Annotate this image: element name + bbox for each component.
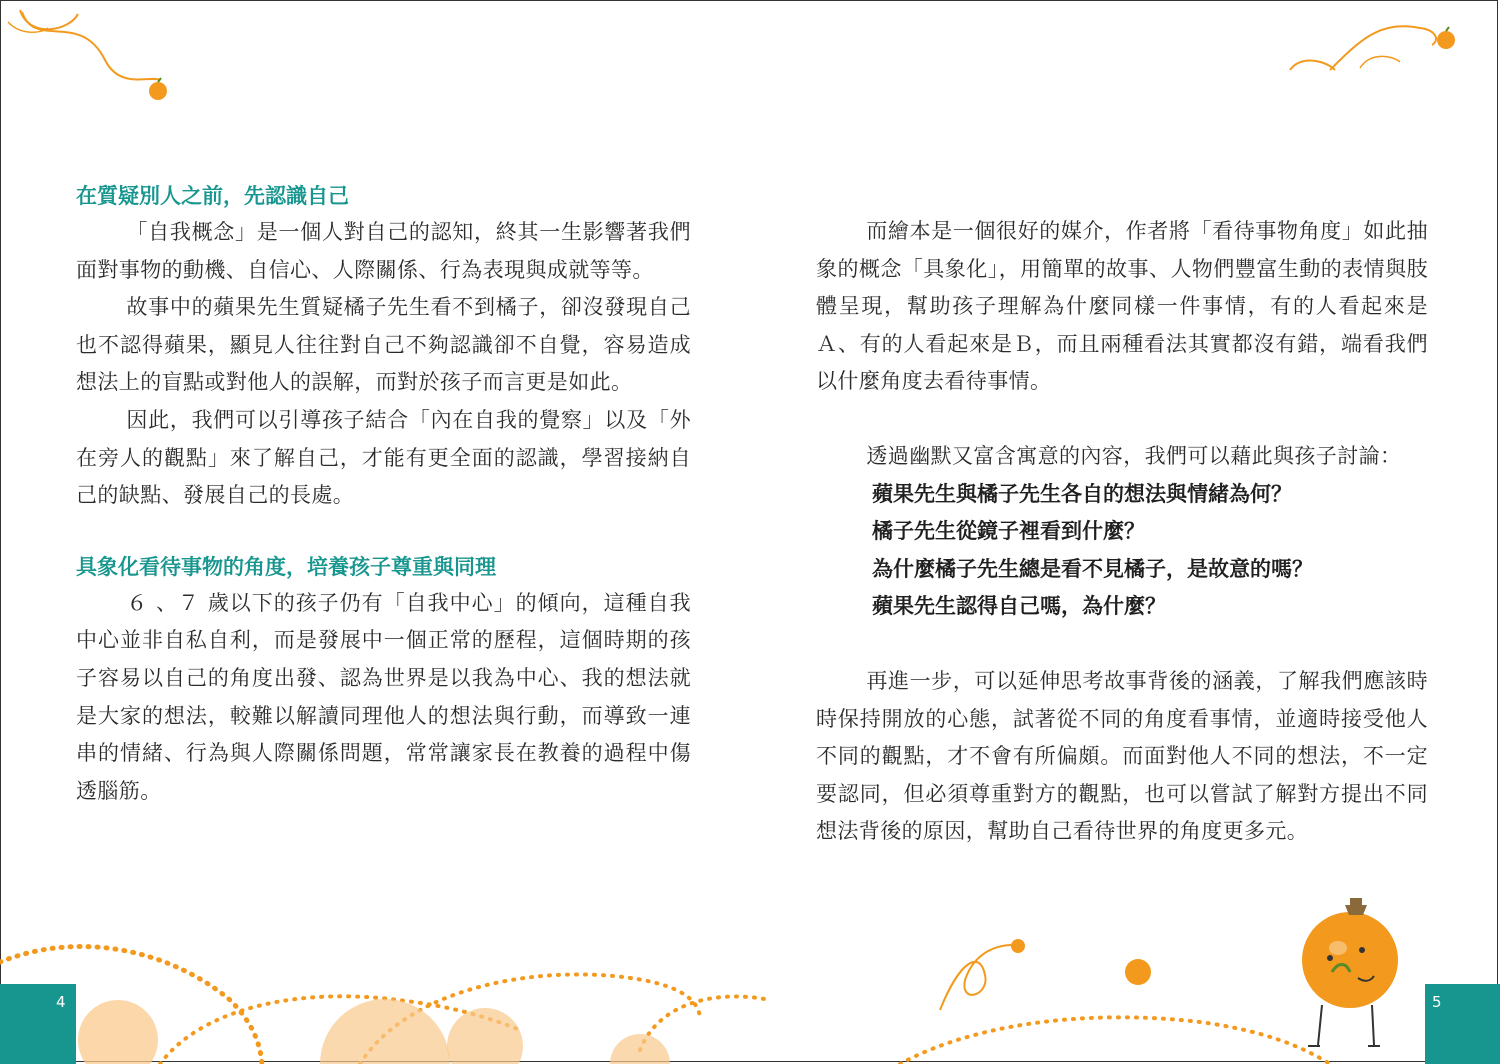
page-number-right: 5: [1432, 993, 1442, 1011]
discussion-question: 橘子先生從鏡子裡看到什麼？: [872, 519, 1145, 544]
discussion-question: 蘋果先生認得自己嗎，為什麼？: [872, 594, 1166, 619]
paragraph: 而繪本是一個很好的媒介，作者將「看待事物角度」如此抽象的概念「具象化」，用簡單的故事、人物們豐富生動的表情與肢體呈現，幫助孩子理解為什麼同樣一件事情，有的人看起來是Ａ、有的人看起來是Ｂ，而且兩種看法其實都沒有錯，端看我們以什麼角度去看待事情。: [816, 219, 1428, 394]
bubble-2: [320, 999, 450, 1064]
paragraph: ６ 、７ 歲以下的孩子仍有「自我中心」的傾向，這種自我中心並非自私自利，而是發展中一個正常的歷程，這個時期的孩子容易以自己的角度出發、認為世界是以我為中心、我的想法就是大家的想法，較難以解讀同理他人的想法與行動，而導致一連串的情緒、行為與人際關係問題，常常讓家長在教養的過程中傷透腦筋。: [76, 590, 691, 803]
paragraph: 故事中的蘋果先生質疑橘子先生看不到橘子，卻沒發現自己也不認得蘋果，顯見人往往對自己不夠認識卻不自覺，容易造成想法上的盲點或對他人的誤解，而對於孩子而言更是如此。: [76, 295, 691, 395]
swirl-bottom-right: [940, 945, 1012, 1010]
page-number-left: 4: [56, 993, 66, 1011]
left-column: [76, 178, 691, 810]
dotted-arc-4: [900, 1017, 1330, 1064]
bubble-1: [78, 1000, 158, 1064]
section-heading-self-awareness: 在質疑別人之前，先認識自己: [76, 184, 349, 208]
orange-small-bottom-2: [1125, 959, 1151, 985]
orange-small-bottom-1: [1011, 939, 1025, 953]
bubble-3: [447, 1008, 523, 1064]
spacer: [76, 515, 691, 549]
swirl-top-left: [20, 10, 160, 80]
paragraph: 再進一步，可以延伸思考故事背後的涵義，了解我們應該時時保持開放的心態，試著從不同的角度看事情，並適時接受他人不同的觀點，才不會有所偏頗。而面對他人不同的想法，不一定要認同，但必須尊重對方的觀點，也可以嘗試了解對方提出不同想法背後的原因，幫助自己看待世界的角度更多元。: [816, 668, 1428, 844]
paragraph: 「自我概念」是一個人對自己的認知，終其一生影響著我們面對事物的動機、自信心、人際關係、行為表現與成就等等。: [76, 220, 691, 282]
orange-character-icon: [1302, 898, 1398, 1046]
discussion-question: 蘋果先生與橘子先生各自的想法與情緒為何？: [872, 481, 1292, 506]
spacer: [816, 401, 1428, 438]
bubble-4: [610, 1034, 670, 1064]
discussion-question: 為什麼橘子先生總是看不見橘子，是故意的嗎？: [872, 556, 1313, 581]
orange-small-top-right: [1437, 31, 1455, 49]
paragraph: 因此，我們可以引導孩子結合「內在自我的覺察」以及「外在旁人的觀點」來了解自己，才能有更全面的認識，學習接納自己的缺點、發展自己的長處。: [76, 407, 691, 508]
section-heading-perspective: 具象化看待事物的角度，培養孩子尊重與同理: [76, 554, 496, 579]
right-column: [816, 213, 1428, 851]
spacer: [816, 626, 1428, 663]
paragraph: 透過幽默又富含寓意的內容，我們可以藉此與孩子討論：: [866, 443, 1402, 468]
orange-small-top-left: [149, 82, 167, 100]
